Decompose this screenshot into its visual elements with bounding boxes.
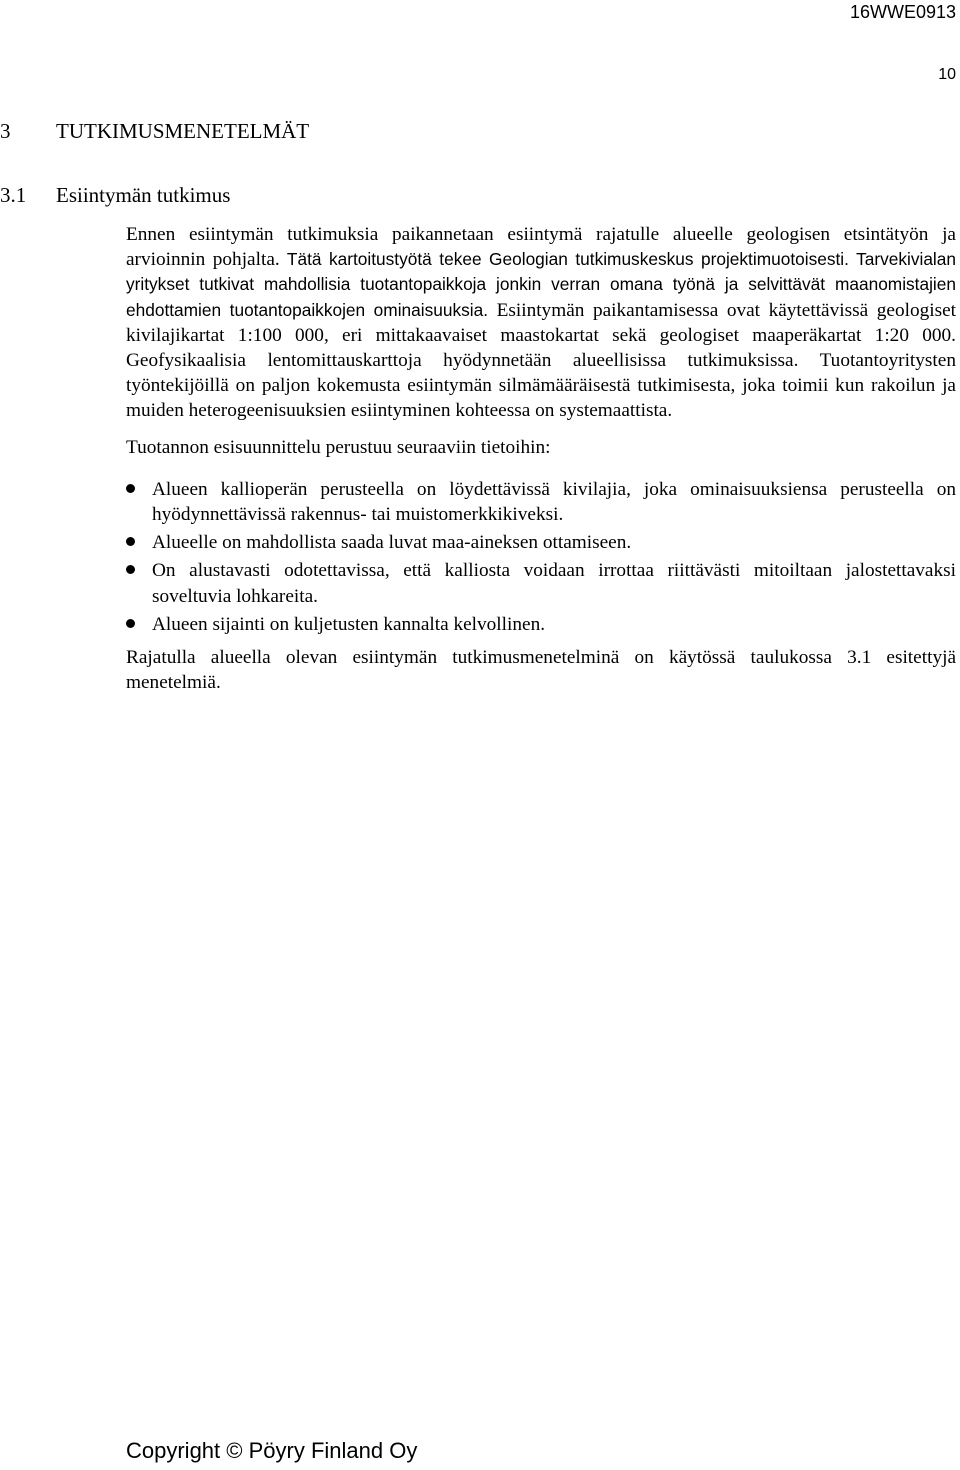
footer-copyright: Copyright © Pöyry Finland Oy	[126, 1438, 418, 1463]
bullet-icon	[126, 537, 135, 546]
body-content	[126, 222, 956, 695]
bullet-list	[126, 477, 956, 637]
bullet-icon	[126, 619, 135, 628]
paragraph-methods: Rajatulla alueella olevan esiintymän tutkimusmenetelminä on käytössä taulukossa 3.1 esitettyjä menetelmiä.	[126, 647, 956, 694]
list-item	[126, 612, 956, 637]
section-title: TUTKIMUSMENETELMÄT	[56, 119, 310, 143]
bullet-icon	[126, 565, 135, 574]
list-item	[126, 558, 956, 608]
document-code: 16WWE0913	[849, 2, 956, 22]
paragraph-planning: Tuotannon esisuunnittelu perustuu seuraaviin tietoihin:	[126, 436, 551, 458]
paragraph-intro-part-4: Esiintymän paikantamisessa ovat käytettävissä geologiset kivilajikartat 1:100 000, eri mittakaavaiset maastokartat sekä geologiset maaperäkartat 1:20 000. Geofysikaalisia lentomittauskarttoja hyödynnetään alueellisissa tutkimuksissa. Tuotantoyritysten työntekijöillä on paljon kokemusta esiintymän silmämääräisestä tutkimisesta, joka toimii kun rakoilun ja muiden heterogeenisuuksien esiintyminen kohteessa on systemaattista.	[126, 299, 956, 422]
subsection-heading	[0, 183, 230, 208]
page-number: 10	[938, 66, 956, 83]
section-heading	[0, 119, 309, 144]
paragraph-intro-part-3: Tarvekivialan yritykset tutkivat mahdollisia tuotantopaikkoja jonkin verran omana työnä ja selvittävät maanomistajien ehdottamien tuotantopaikkojen ominaisuuksia.	[126, 249, 956, 320]
list-item-text: Alueelle on mahdollista saada luvat maa-aineksen ottamiseen.	[152, 532, 632, 554]
list-item-text: On alustavasti odotettavissa, että kalliosta voidaan irrottaa riittävästi mitoiltaan jalostettavaksi soveltuvia lohkareita.	[152, 560, 956, 607]
list-item	[126, 530, 956, 555]
subsection-number: 3.1	[0, 183, 27, 207]
section-number: 3	[0, 119, 11, 143]
list-item	[126, 477, 956, 527]
paragraph-intro-part-1: Ennen esiintymän tutkimuksia paikannetaan esiintymä rajatulle alueelle geologisen etsintätyön ja arvioinnin pohjalta.	[126, 224, 956, 271]
paragraph-intro	[126, 222, 956, 424]
subsection-title: Esiintymän tutkimus	[56, 183, 231, 207]
bullet-icon	[126, 484, 135, 493]
list-item-text: Alueen kallioperän perusteella on löydettävissä kivilajia, joka ominaisuuksiensa perusteella on hyödynnettävissä rakennus- tai muistomerkkikiveksi.	[152, 478, 956, 526]
list-item-text: Alueen sijainti on kuljetusten kannalta kelvollinen.	[152, 613, 546, 635]
paragraph-intro-part-2: Tätä kartoitustyötä tekee Geologian tutkimuskeskus projektimuotoisesti.	[279, 249, 849, 270]
